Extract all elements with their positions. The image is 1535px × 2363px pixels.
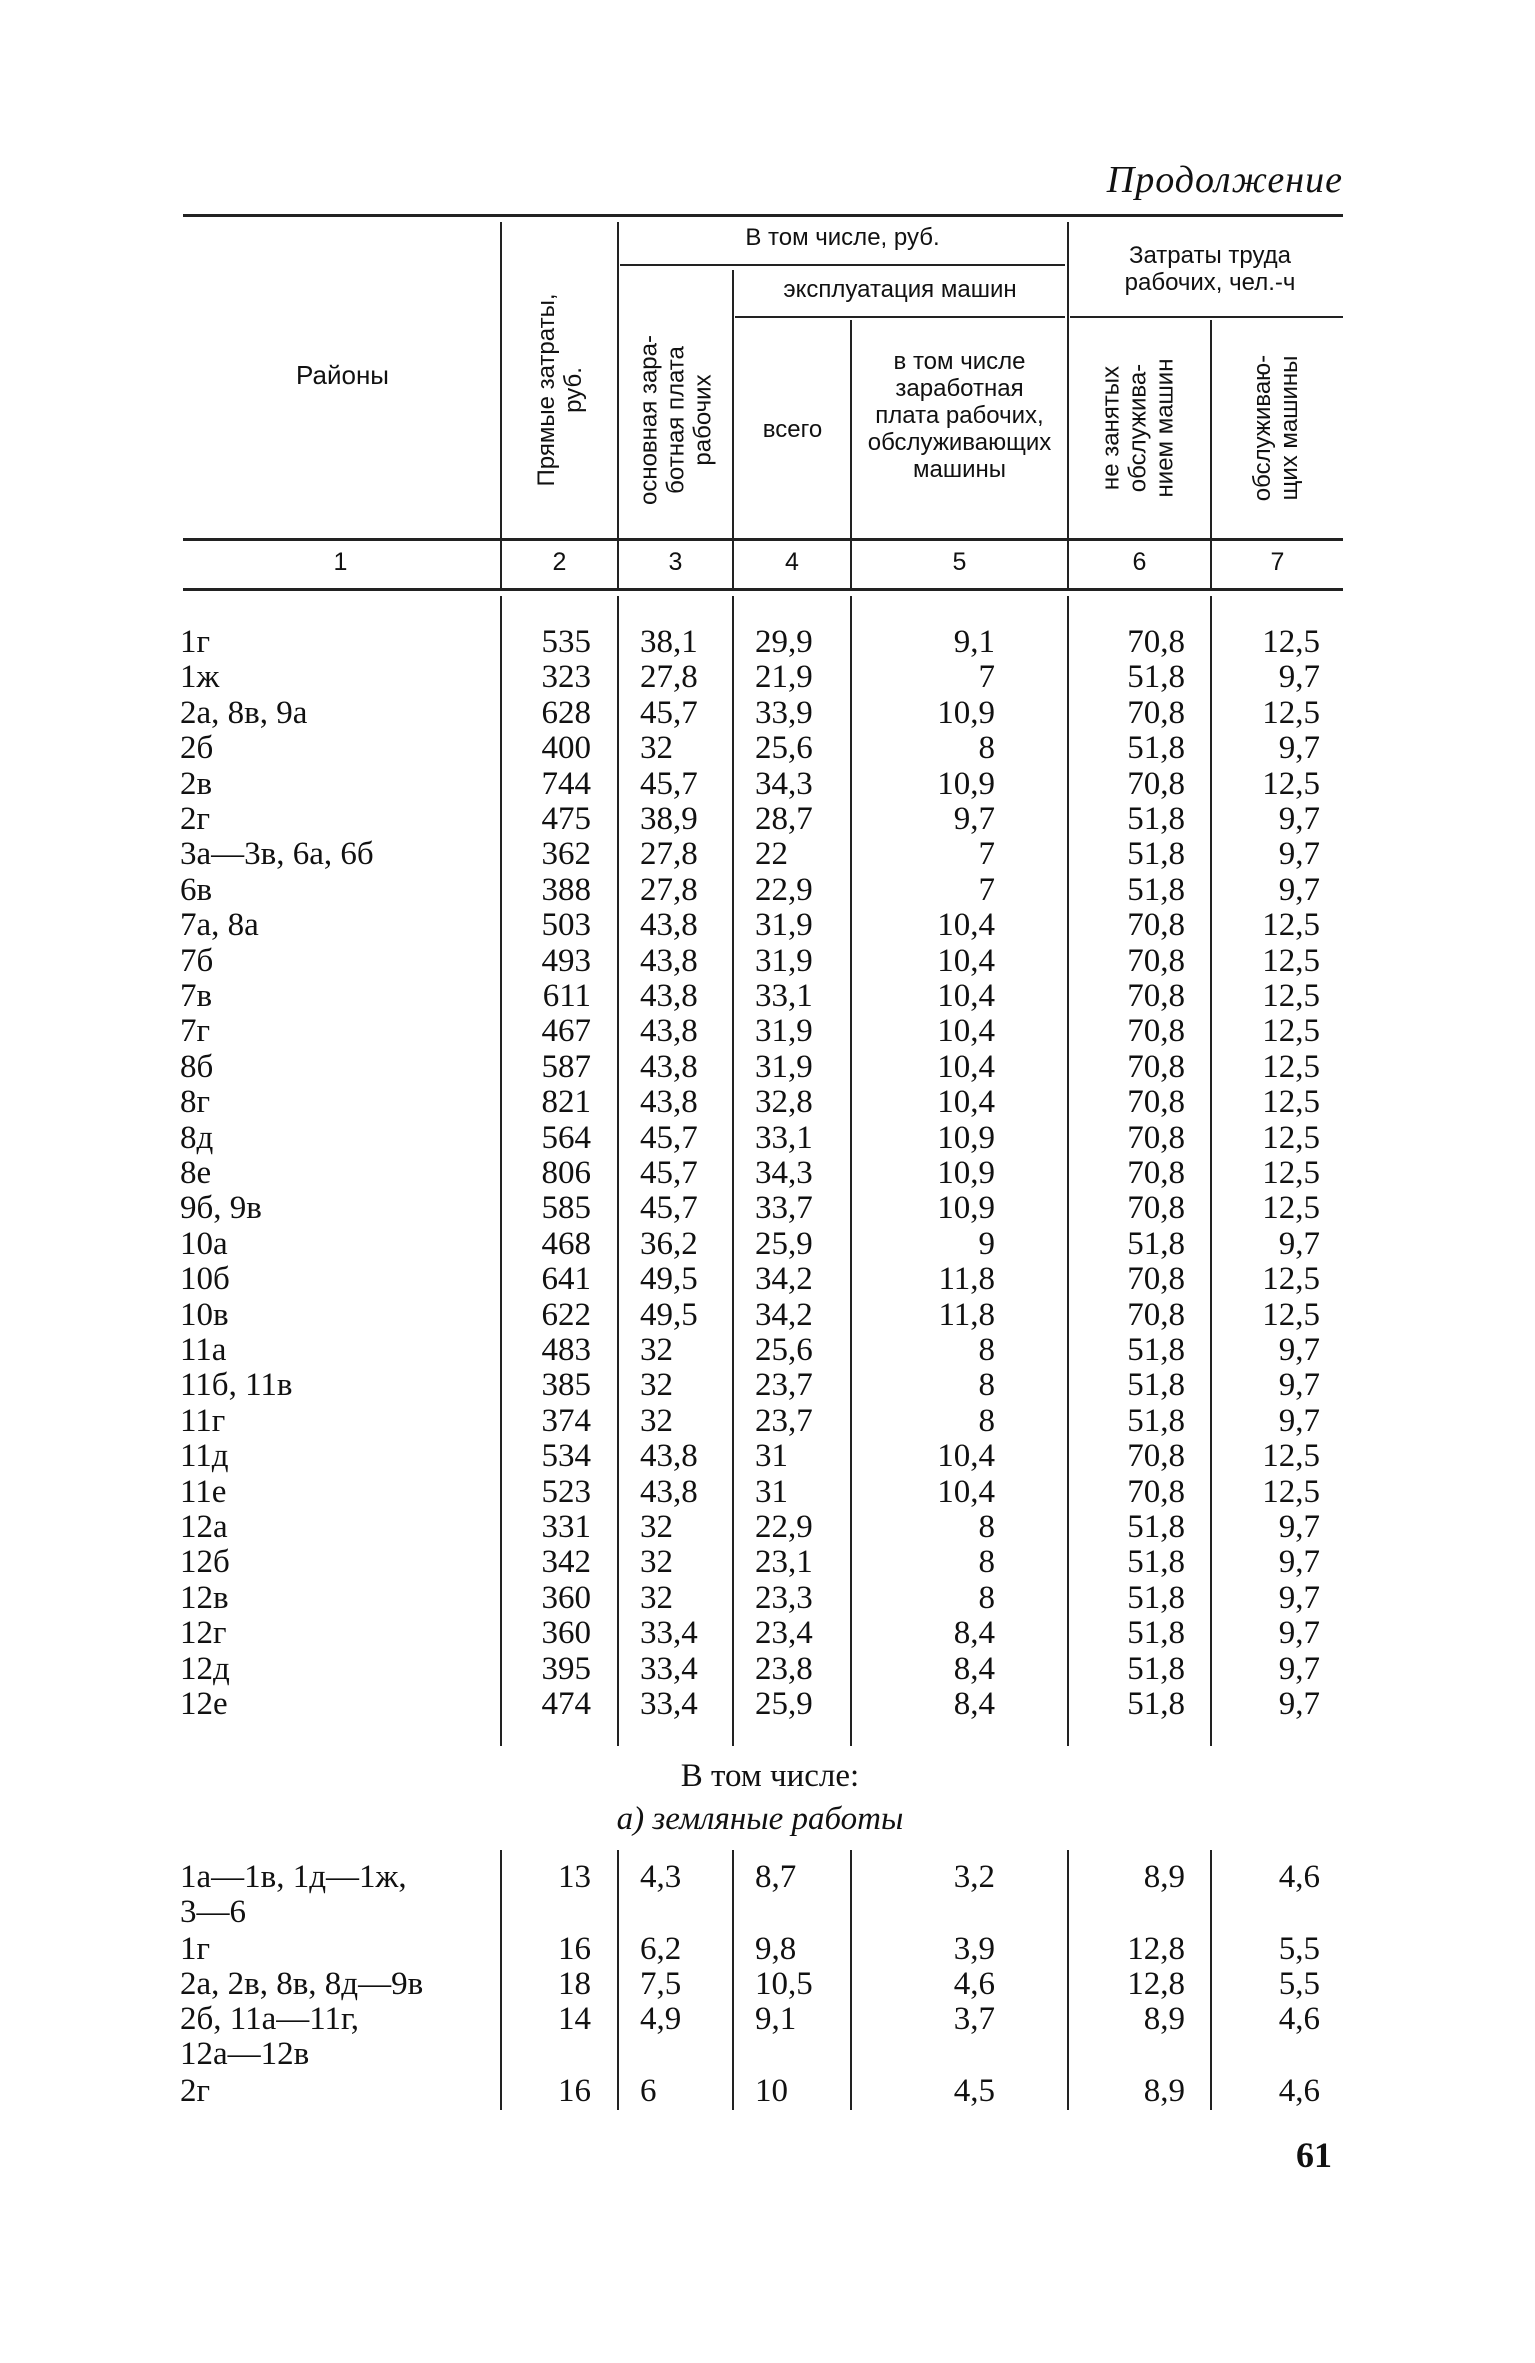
labor-not-machine-value: 51,8: [1127, 1402, 1185, 1439]
region-name: 8г: [180, 1084, 211, 1121]
region-name: 8е: [180, 1155, 212, 1191]
machine-wage-value: 4,5: [953, 2073, 995, 2109]
vrule-b5: [1067, 596, 1069, 1746]
labor-not-machine-value: 70,8: [1127, 1473, 1185, 1510]
machine-wage-value: 8: [978, 1402, 995, 1439]
machine-wage-value: 10,4: [937, 1438, 995, 1475]
machine-wage-value: 10,9: [937, 1119, 995, 1156]
machine-wage-value: 7: [978, 659, 995, 696]
region-name: 7б: [180, 942, 214, 979]
machine-wage-value: 9,1: [953, 624, 995, 660]
machine-total-value: 23,7: [755, 1402, 813, 1439]
labor-not-machine-value: 70,8: [1127, 978, 1185, 1014]
direct-costs-value: 18: [558, 1966, 591, 2002]
direct-costs-value: 360: [541, 1579, 591, 1616]
region-name: 12г: [180, 1615, 227, 1652]
base-wage-value: 43,8: [640, 942, 698, 979]
labor-machine-value: 4,6: [1278, 1859, 1320, 1895]
labor-machine-value: 12,5: [1262, 694, 1320, 731]
base-wage-value: 45,7: [640, 694, 698, 731]
header-direct-costs: Прямые затраты, руб.: [533, 293, 587, 487]
direct-costs-value: 622: [541, 1296, 591, 1333]
machine-total-value: 22,9: [755, 1509, 813, 1545]
direct-costs-value: 374: [541, 1402, 591, 1439]
region-name: 2а, 2в, 8в, 8д—9в: [180, 1966, 424, 2002]
base-wage-value: 43,8: [640, 1013, 698, 1050]
machine-wage-value: 7: [978, 871, 995, 908]
base-wage-value: 32: [640, 1544, 673, 1581]
labor-not-machine-value: 51,8: [1127, 659, 1185, 696]
base-wage-value: 27,8: [640, 871, 698, 908]
machine-wage-value: 9: [978, 1225, 995, 1262]
machine-total-value: 33,7: [755, 1190, 813, 1227]
vrule-b2: [617, 596, 619, 1746]
machine-total-value: 31,9: [755, 1013, 813, 1050]
base-wage-value: 45,7: [640, 765, 698, 802]
labor-not-machine-value: 51,8: [1127, 1332, 1185, 1368]
machine-wage-value: 11,8: [938, 1261, 995, 1298]
direct-costs-value: 611: [542, 978, 591, 1014]
base-wage-value: 43,8: [640, 1473, 698, 1510]
direct-costs-value: 14: [558, 2001, 591, 2037]
machine-total-value: 34,2: [755, 1261, 813, 1298]
machine-total-value: 33,9: [755, 694, 813, 731]
machine-total-value: 25,6: [755, 1332, 813, 1368]
machine-total-value: 23,4: [755, 1615, 813, 1652]
direct-costs-value: 628: [541, 694, 591, 731]
labor-machine-value: 9,7: [1278, 1686, 1320, 1722]
machine-total-value: 23,3: [755, 1579, 813, 1616]
labor-machine-value: 9,7: [1278, 836, 1320, 873]
machine-total-value: 23,8: [755, 1650, 813, 1687]
number-row-rule: [183, 588, 1343, 591]
base-wage-value: 45,7: [640, 1190, 698, 1227]
base-wage-value: 32: [640, 1332, 673, 1368]
labor-machine-value: 4,6: [1278, 2001, 1320, 2037]
labor-machine-value: 9,7: [1278, 1332, 1320, 1368]
header-bottom-rule: [183, 538, 1343, 541]
machine-total-value: 22,9: [755, 871, 813, 908]
region-name: 12д: [180, 1650, 230, 1687]
direct-costs-value: 503: [541, 907, 591, 944]
labor-not-machine-value: 12,8: [1127, 1931, 1185, 1967]
region-name: 1а—1в, 1д—1ж, 3—6: [180, 1859, 407, 1930]
region-name: 11е: [180, 1473, 227, 1510]
base-wage-value: 33,4: [640, 1686, 698, 1722]
labor-not-machine-value: 51,8: [1127, 1686, 1185, 1722]
labor-machine-value: 9,7: [1278, 1544, 1320, 1581]
machine-total-value: 31,9: [755, 942, 813, 979]
labor-machine-value: 12,5: [1262, 1438, 1320, 1475]
machine-total-value: 23,7: [755, 1367, 813, 1404]
machine-total-value: 34,3: [755, 765, 813, 802]
region-name: 11б, 11в: [180, 1367, 293, 1404]
machine-wage-value: 8,4: [953, 1650, 995, 1687]
labor-machine-value: 12,5: [1262, 1048, 1320, 1085]
region-name: 7а, 8а: [180, 907, 259, 944]
header-base-wage: основная зара- ботная плата рабочих: [635, 335, 717, 506]
base-wage-value: 49,5: [640, 1296, 698, 1333]
header-machine-workers: обслуживаю- щих машины: [1249, 354, 1303, 502]
labor-not-machine-value: 51,8: [1127, 1367, 1185, 1404]
labor-machine-value: 9,7: [1278, 730, 1320, 767]
labor-machine-value: 12,5: [1262, 1190, 1320, 1227]
base-wage-value: 4,3: [640, 1859, 682, 1895]
labor-machine-value: 5,5: [1278, 1931, 1320, 1967]
direct-costs-value: 395: [541, 1650, 591, 1687]
direct-costs-value: 16: [558, 1931, 591, 1967]
labor-machine-value: 9,7: [1278, 659, 1320, 696]
direct-costs-value: 331: [541, 1509, 591, 1545]
vrule-h2: [617, 222, 619, 588]
labor-not-machine-value: 70,8: [1127, 1296, 1185, 1333]
machine-wage-value: 10,9: [937, 1155, 995, 1191]
direct-costs-value: 13: [558, 1859, 591, 1895]
base-wage-value: 43,8: [640, 978, 698, 1014]
labor-not-machine-value: 70,8: [1127, 1155, 1185, 1191]
region-name: 8б: [180, 1048, 214, 1085]
vrule-s6: [1210, 1850, 1212, 2110]
machine-wage-value: 10,4: [937, 1013, 995, 1050]
direct-costs-value: 806: [541, 1155, 591, 1191]
section-subheading: а) земляные работы: [616, 1801, 904, 1837]
direct-costs-value: 493: [541, 942, 591, 979]
continuation-label: Продолжение: [1106, 159, 1343, 201]
machine-wage-value: 8,4: [953, 1686, 995, 1722]
machine-wage-value: 10,9: [937, 765, 995, 802]
machine-total-value: 31: [755, 1473, 788, 1510]
labor-not-machine-value: 51,8: [1127, 1509, 1185, 1545]
machine-total-value: 25,9: [755, 1686, 813, 1722]
region-name: 7в: [180, 978, 213, 1014]
machine-wage-value: 10,4: [937, 1473, 995, 1510]
header-labor-group: Затраты труда рабочих, чел.-ч: [1124, 242, 1296, 296]
machine-wage-value: 10,9: [937, 1190, 995, 1227]
direct-costs-value: 16: [558, 2073, 591, 2109]
region-name: 12в: [180, 1579, 229, 1616]
vrule-s5: [1067, 1850, 1069, 2110]
colnum-7: 7: [1270, 548, 1285, 576]
direct-costs-value: 535: [541, 624, 591, 660]
direct-costs-value: 564: [541, 1119, 591, 1156]
labor-not-machine-value: 51,8: [1127, 801, 1185, 837]
region-name: 8д: [180, 1119, 214, 1156]
machine-total-value: 33,1: [755, 1119, 813, 1156]
base-wage-value: 4,9: [640, 2001, 682, 2037]
labor-not-machine-value: 51,8: [1127, 1579, 1185, 1616]
region-name: 6в: [180, 871, 213, 908]
labor-machine-value: 12,5: [1262, 1473, 1320, 1510]
region-name: 1г: [180, 1931, 211, 1967]
direct-costs-value: 323: [541, 659, 591, 696]
labor-machine-value: 12,5: [1262, 1084, 1320, 1121]
region-name: 2а, 8в, 9а: [180, 694, 308, 731]
base-wage-value: 43,8: [640, 907, 698, 944]
region-name: 11г: [180, 1402, 226, 1439]
direct-costs-value: 400: [541, 730, 591, 767]
region-name: 10в: [180, 1296, 229, 1333]
machine-wage-value: 8: [978, 1332, 995, 1368]
machine-total-value: 25,6: [755, 730, 813, 767]
labor-not-machine-value: 70,8: [1127, 1119, 1185, 1156]
region-name: 9б, 9в: [180, 1190, 262, 1227]
machine-wage-value: 10,9: [937, 694, 995, 731]
labor-machine-value: 12,5: [1262, 1261, 1320, 1298]
direct-costs-value: 475: [541, 801, 591, 837]
machine-total-value: 33,1: [755, 978, 813, 1014]
header-wage-machine: в том числе заработная плата рабочих, обслуживающих машины: [867, 348, 1052, 483]
machine-total-value: 23,1: [755, 1544, 813, 1581]
labor-not-machine-value: 51,8: [1127, 1225, 1185, 1262]
base-wage-value: 38,9: [640, 801, 698, 837]
section-heading: В том числе:: [680, 1758, 860, 1794]
labor-machine-value: 12,5: [1262, 907, 1320, 944]
group-divider-including: [620, 264, 1065, 266]
header-not-machine: не занятых обслужива- нием машин: [1097, 358, 1179, 498]
direct-costs-value: 474: [541, 1686, 591, 1722]
region-name: 12б: [180, 1544, 230, 1581]
machine-wage-value: 10,4: [937, 1048, 995, 1085]
vrule-b4: [850, 596, 852, 1746]
labor-not-machine-value: 70,8: [1127, 1261, 1185, 1298]
direct-costs-value: 342: [541, 1544, 591, 1581]
region-name: 3а—3в, 6а, 6б: [180, 836, 374, 873]
labor-not-machine-value: 70,8: [1127, 907, 1185, 944]
vrule-h1: [500, 222, 502, 588]
base-wage-value: 32: [640, 1579, 673, 1616]
labor-not-machine-value: 70,8: [1127, 1048, 1185, 1085]
labor-machine-value: 5,5: [1278, 1966, 1320, 2002]
region-name: 2в: [180, 765, 213, 802]
labor-not-machine-value: 70,8: [1127, 1013, 1185, 1050]
labor-not-machine-value: 51,8: [1127, 730, 1185, 767]
labor-not-machine-value: 70,8: [1127, 1084, 1185, 1121]
base-wage-value: 49,5: [640, 1261, 698, 1298]
group-divider-labor: [1070, 316, 1343, 318]
vrule-b6: [1210, 596, 1212, 1746]
labor-machine-value: 12,5: [1262, 942, 1320, 979]
colnum-2: 2: [552, 548, 567, 576]
group-divider-machines: [735, 316, 1065, 318]
labor-not-machine-value: 8,9: [1143, 2073, 1185, 2109]
labor-machine-value: 9,7: [1278, 1367, 1320, 1404]
machine-total-value: 10: [755, 2073, 788, 2109]
machine-total-value: 34,2: [755, 1296, 813, 1333]
machine-wage-value: 9,7: [953, 801, 995, 837]
base-wage-value: 43,8: [640, 1048, 698, 1085]
header-machine-operation: эксплуатация машин: [783, 276, 1017, 303]
direct-costs-value: 534: [541, 1438, 591, 1475]
machine-total-value: 10,5: [755, 1966, 813, 2002]
direct-costs-value: 585: [541, 1190, 591, 1227]
region-name: 11д: [180, 1438, 229, 1475]
colnum-4: 4: [785, 548, 799, 576]
labor-machine-value: 9,7: [1278, 871, 1320, 908]
machine-total-value: 34,3: [755, 1155, 813, 1191]
base-wage-value: 45,7: [640, 1119, 698, 1156]
base-wage-value: 36,2: [640, 1225, 698, 1262]
direct-costs-value: 360: [541, 1615, 591, 1652]
machine-total-value: 21,9: [755, 659, 813, 696]
region-name: 12а: [180, 1509, 228, 1545]
labor-machine-value: 9,7: [1278, 1650, 1320, 1687]
machine-wage-value: 3,7: [953, 2001, 995, 2037]
base-wage-value: 27,8: [640, 659, 698, 696]
base-wage-value: 7,5: [640, 1966, 682, 2002]
labor-not-machine-value: 8,9: [1143, 2001, 1185, 2037]
labor-not-machine-value: 51,8: [1127, 871, 1185, 908]
header-including-group: В том числе, руб.: [745, 224, 940, 251]
base-wage-value: 43,8: [640, 1084, 698, 1121]
labor-not-machine-value: 70,8: [1127, 624, 1185, 660]
region-name: 7г: [180, 1013, 211, 1050]
direct-costs-value: 362: [541, 836, 591, 873]
region-name: 11а: [180, 1332, 227, 1368]
region-name: 2г: [180, 801, 211, 837]
labor-not-machine-value: 8,9: [1143, 1859, 1185, 1895]
base-wage-value: 32: [640, 730, 673, 767]
labor-machine-value: 9,7: [1278, 1225, 1320, 1262]
machine-total-value: 9,1: [755, 2001, 797, 2037]
direct-costs-value: 641: [541, 1261, 591, 1298]
machine-wage-value: 8: [978, 1367, 995, 1404]
machine-wage-value: 11,8: [938, 1296, 995, 1333]
machine-wage-value: 10,4: [937, 978, 995, 1014]
vrule-h3: [732, 270, 734, 588]
direct-costs-value: 587: [541, 1048, 591, 1085]
base-wage-value: 33,4: [640, 1650, 698, 1687]
labor-machine-value: 9,7: [1278, 1615, 1320, 1652]
direct-costs-value: 821: [541, 1084, 591, 1121]
labor-machine-value: 9,7: [1278, 1579, 1320, 1616]
machine-wage-value: 8: [978, 1579, 995, 1616]
base-wage-value: 45,7: [640, 1155, 698, 1191]
direct-costs-value: 385: [541, 1367, 591, 1404]
labor-not-machine-value: 51,8: [1127, 1650, 1185, 1687]
machine-wage-value: 3,9: [953, 1931, 995, 1967]
machine-wage-value: 10,4: [937, 1084, 995, 1121]
machine-wage-value: 8: [978, 1509, 995, 1545]
labor-machine-value: 9,7: [1278, 1402, 1320, 1439]
base-wage-value: 38,1: [640, 624, 698, 660]
labor-machine-value: 4,6: [1278, 2073, 1320, 2109]
labor-machine-value: 9,7: [1278, 1509, 1320, 1545]
labor-not-machine-value: 70,8: [1127, 1190, 1185, 1227]
header-regions: Районы: [296, 360, 389, 390]
vrule-s2: [617, 1850, 619, 2110]
region-name: 2б, 11а—11г, 12а—12в: [180, 2001, 360, 2072]
labor-machine-value: 9,7: [1278, 801, 1320, 837]
labor-machine-value: 12,5: [1262, 978, 1320, 1014]
direct-costs-value: 467: [541, 1013, 591, 1050]
base-wage-value: 27,8: [640, 836, 698, 873]
labor-not-machine-value: 70,8: [1127, 1438, 1185, 1475]
machine-wage-value: 7: [978, 836, 995, 873]
base-wage-value: 6,2: [640, 1931, 682, 1967]
machine-wage-value: 8: [978, 1544, 995, 1581]
vrule-b1: [500, 596, 502, 1746]
region-name: 2г: [180, 2073, 211, 2109]
machine-wage-value: 4,6: [953, 1966, 995, 2002]
colnum-1: 1: [333, 548, 348, 576]
machine-wage-value: 10,4: [937, 942, 995, 979]
direct-costs-value: 744: [541, 765, 591, 802]
machine-total-value: 29,9: [755, 624, 813, 660]
machine-total-value: 22: [755, 836, 788, 873]
machine-total-value: 8,7: [755, 1859, 797, 1895]
labor-not-machine-value: 51,8: [1127, 836, 1185, 873]
base-wage-value: 32: [640, 1402, 673, 1439]
machine-total-value: 28,7: [755, 801, 813, 837]
region-name: 10б: [180, 1261, 230, 1298]
labor-machine-value: 12,5: [1262, 1296, 1320, 1333]
machine-total-value: 31: [755, 1438, 788, 1475]
labor-machine-value: 12,5: [1262, 624, 1320, 660]
labor-not-machine-value: 51,8: [1127, 1615, 1185, 1652]
machine-total-value: 25,9: [755, 1225, 813, 1262]
labor-not-machine-value: 12,8: [1127, 1966, 1185, 2002]
header-total: всего: [762, 416, 823, 443]
vrule-s4: [850, 1850, 852, 2110]
base-wage-value: 33,4: [640, 1615, 698, 1652]
region-name: 1г: [180, 624, 211, 660]
region-name: 1ж: [180, 659, 220, 696]
labor-not-machine-value: 51,8: [1127, 1544, 1185, 1581]
labor-machine-value: 12,5: [1262, 1119, 1320, 1156]
direct-costs-value: 468: [541, 1225, 591, 1262]
base-wage-value: 32: [640, 1367, 673, 1404]
labor-not-machine-value: 70,8: [1127, 694, 1185, 731]
base-wage-value: 6: [640, 2073, 657, 2109]
labor-not-machine-value: 70,8: [1127, 765, 1185, 802]
labor-machine-value: 12,5: [1262, 765, 1320, 802]
vrule-h5: [1067, 222, 1069, 588]
colnum-6: 6: [1132, 548, 1147, 576]
labor-not-machine-value: 70,8: [1127, 942, 1185, 979]
colnum-5: 5: [952, 548, 967, 576]
machine-wage-value: 8: [978, 730, 995, 767]
machine-total-value: 31,9: [755, 907, 813, 944]
machine-total-value: 32,8: [755, 1084, 813, 1121]
colnum-3: 3: [668, 548, 683, 576]
machine-total-value: 9,8: [755, 1931, 797, 1967]
labor-machine-value: 12,5: [1262, 1013, 1320, 1050]
base-wage-value: 32: [640, 1509, 673, 1545]
machine-wage-value: 10,4: [937, 907, 995, 944]
vrule-s1: [500, 1850, 502, 2110]
machine-wage-value: 8,4: [953, 1615, 995, 1652]
header-top-rule: [183, 214, 1343, 217]
machine-total-value: 31,9: [755, 1048, 813, 1085]
direct-costs-value: 388: [541, 871, 591, 908]
base-wage-value: 43,8: [640, 1438, 698, 1475]
direct-costs-value: 523: [541, 1473, 591, 1510]
machine-wage-value: 3,2: [953, 1859, 995, 1895]
page-number: 61: [1296, 2135, 1332, 2175]
region-name: 10а: [180, 1225, 228, 1262]
region-name: 12е: [180, 1686, 228, 1722]
direct-costs-value: 483: [541, 1332, 591, 1368]
region-name: 2б: [180, 730, 214, 767]
labor-machine-value: 12,5: [1262, 1155, 1320, 1191]
